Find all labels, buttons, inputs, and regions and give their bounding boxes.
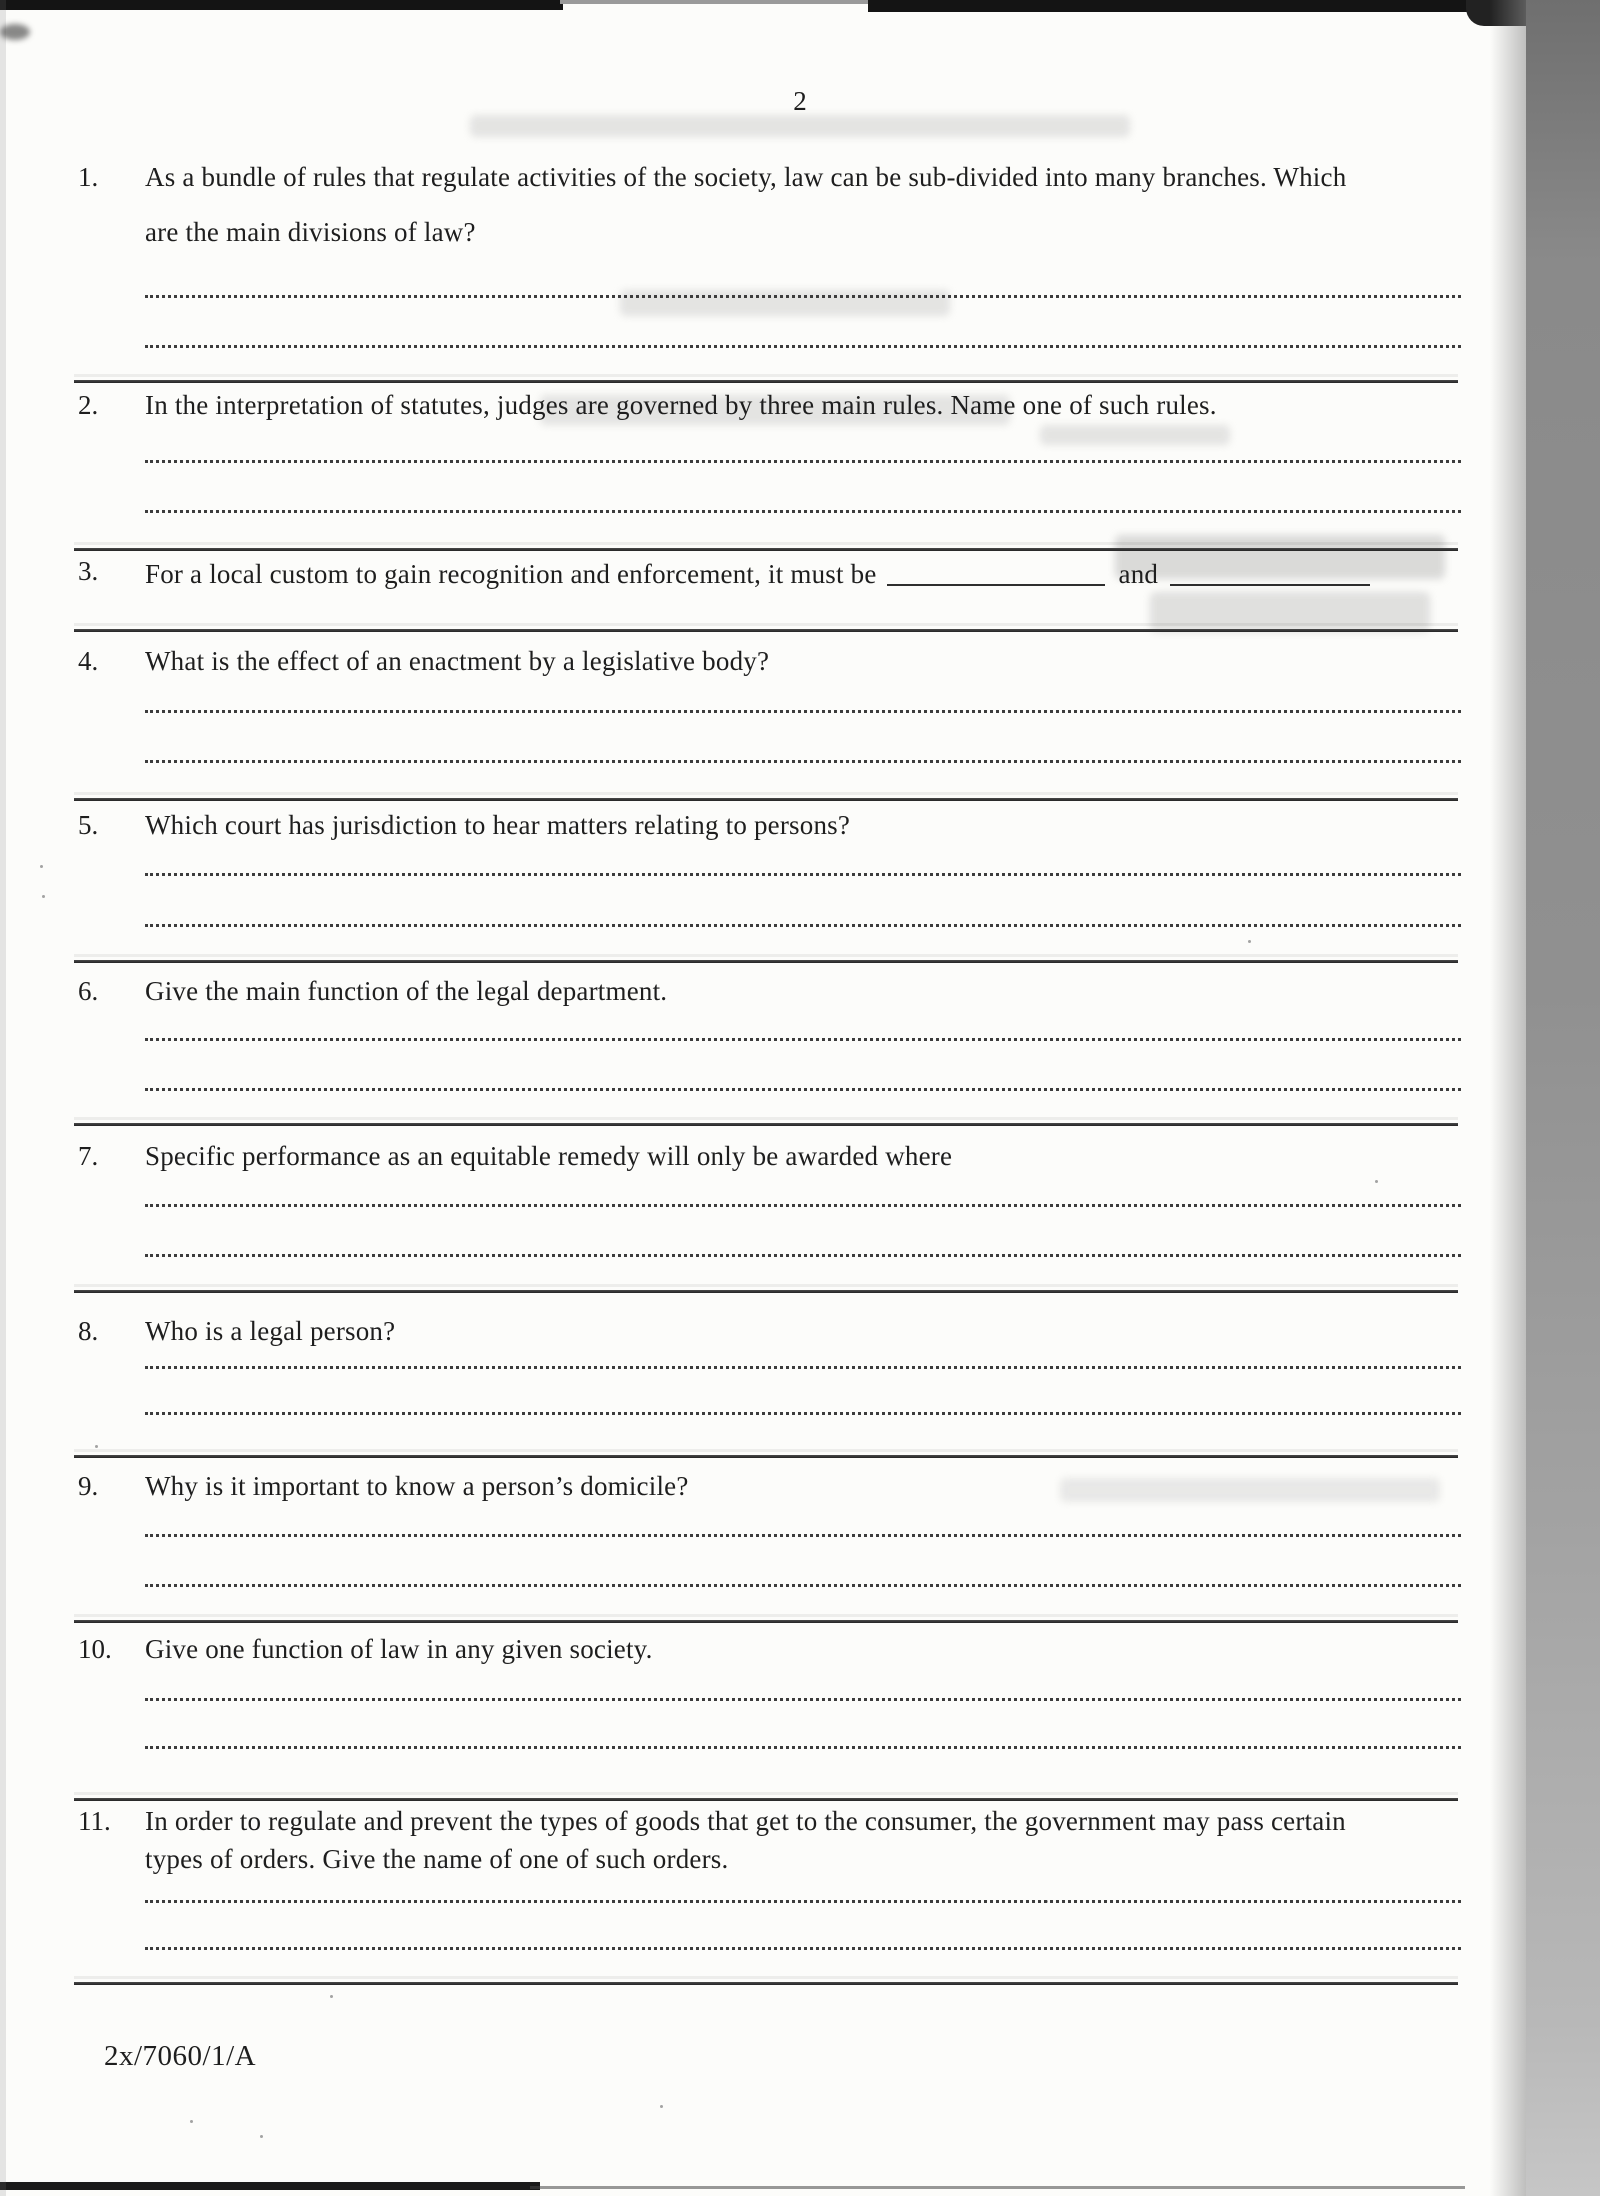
answer-dotted-line [145, 1694, 1461, 1701]
question-text-fragment: For a local custom to gain recognition and enforcement, it must be [145, 559, 877, 589]
bleed-through-artifact [1040, 425, 1230, 445]
answer-dotted-line [145, 1200, 1461, 1207]
scan-speck [1375, 1180, 1378, 1183]
scan-speck [260, 2135, 263, 2138]
scan-speck [95, 1445, 98, 1448]
divider-line [74, 1798, 1458, 1801]
question-text: Why is it important to know a person’s domicile? [145, 1471, 689, 1501]
scan-speck [330, 1995, 333, 1998]
question-text: In order to regulate and prevent the types of goods that get to the consumer, the government may pass certain [145, 1806, 1346, 1836]
scan-top-edge [560, 0, 872, 4]
scan-bottom-edge [0, 2182, 540, 2190]
question-text: Which court has jurisdiction to hear matters relating to persons? [145, 810, 851, 840]
divider-line [74, 548, 1458, 551]
divider-line [74, 798, 1458, 801]
scan-top-edge [0, 0, 563, 10]
question-number: 10. [78, 1634, 112, 1664]
divider-line [74, 1123, 1458, 1126]
scan-speck [190, 2120, 193, 2123]
page-number: 2 [793, 86, 807, 116]
divider-line [74, 1620, 1458, 1623]
question-number: 2. [78, 390, 99, 420]
answer-dotted-line [145, 756, 1461, 763]
bleed-through-artifact [470, 115, 1130, 137]
bleed-through-artifact [1150, 592, 1430, 632]
divider-line [74, 629, 1458, 632]
answer-dotted-line [145, 1408, 1461, 1415]
divider-line [74, 1455, 1458, 1458]
question-text: In the interpretation of statutes, judges are governed by three main rules. Name one of such rules. [145, 390, 1217, 420]
question-text [145, 554, 1495, 591]
answer-dotted-line [145, 456, 1461, 463]
divider-line [74, 1290, 1458, 1293]
question-text: Give the main function of the legal department. [145, 976, 668, 1006]
question-number: 3. [78, 556, 99, 586]
answer-dotted-line [145, 1742, 1461, 1749]
question-text: Specific performance as an equitable remedy will only be awarded where [145, 1141, 953, 1171]
question-text: Who is a legal person? [145, 1316, 396, 1346]
question-text: What is the effect of an enactment by a legislative body? [145, 646, 770, 676]
answer-dotted-line [145, 291, 1461, 298]
answer-dotted-line [145, 1250, 1461, 1257]
question-text: As a bundle of rules that regulate activities of the society, law can be sub-divided into many branches. Which [145, 162, 1347, 192]
fill-in-blank-line [887, 557, 1105, 586]
question-number: 9. [78, 1471, 99, 1501]
question-number: 6. [78, 976, 99, 1006]
scan-top-edge [868, 0, 1516, 12]
answer-dotted-line [145, 1943, 1461, 1950]
scan-speck [1248, 940, 1251, 943]
question-number: 1. [78, 162, 99, 192]
answer-dotted-line [145, 1084, 1461, 1091]
answer-dotted-line [145, 706, 1461, 713]
question-number: 5. [78, 810, 99, 840]
scan-speck [40, 865, 43, 868]
answer-dotted-line [145, 506, 1461, 513]
scan-right-edge-band [1526, 0, 1600, 2196]
question-number: 7. [78, 1141, 99, 1171]
footer-code: 2x/7060/1/A [104, 2040, 257, 2072]
question-number: 4. [78, 646, 99, 676]
scan-speck [42, 895, 45, 898]
answer-dotted-line [145, 1896, 1461, 1903]
divider-line [74, 380, 1458, 383]
question-text: types of orders. Give the name of one of such orders. [145, 1844, 729, 1874]
answer-dotted-line [145, 341, 1461, 348]
question-number: 8. [78, 1316, 99, 1346]
question-text: Give one function of law in any given society. [145, 1634, 653, 1664]
answer-dotted-line [145, 1034, 1461, 1041]
scan-speck [660, 2105, 663, 2108]
question-number: 11. [78, 1806, 111, 1836]
answer-dotted-line [145, 1580, 1461, 1587]
question-text: are the main divisions of law? [145, 217, 476, 247]
answer-dotted-line [145, 1362, 1461, 1369]
fill-in-blank-line [1170, 557, 1370, 586]
scan-bottom-edge [530, 2186, 1465, 2189]
answer-dotted-line [145, 1530, 1461, 1537]
scan-left-edge [0, 0, 6, 2196]
answer-dotted-line [145, 920, 1461, 927]
divider-line [74, 1982, 1458, 1985]
divider-line [74, 960, 1458, 963]
scan-right-edge-fade [1490, 0, 1526, 2196]
answer-dotted-line [145, 869, 1461, 876]
and-conjunction: and [1118, 559, 1159, 589]
scan-corner-mark [0, 24, 30, 40]
